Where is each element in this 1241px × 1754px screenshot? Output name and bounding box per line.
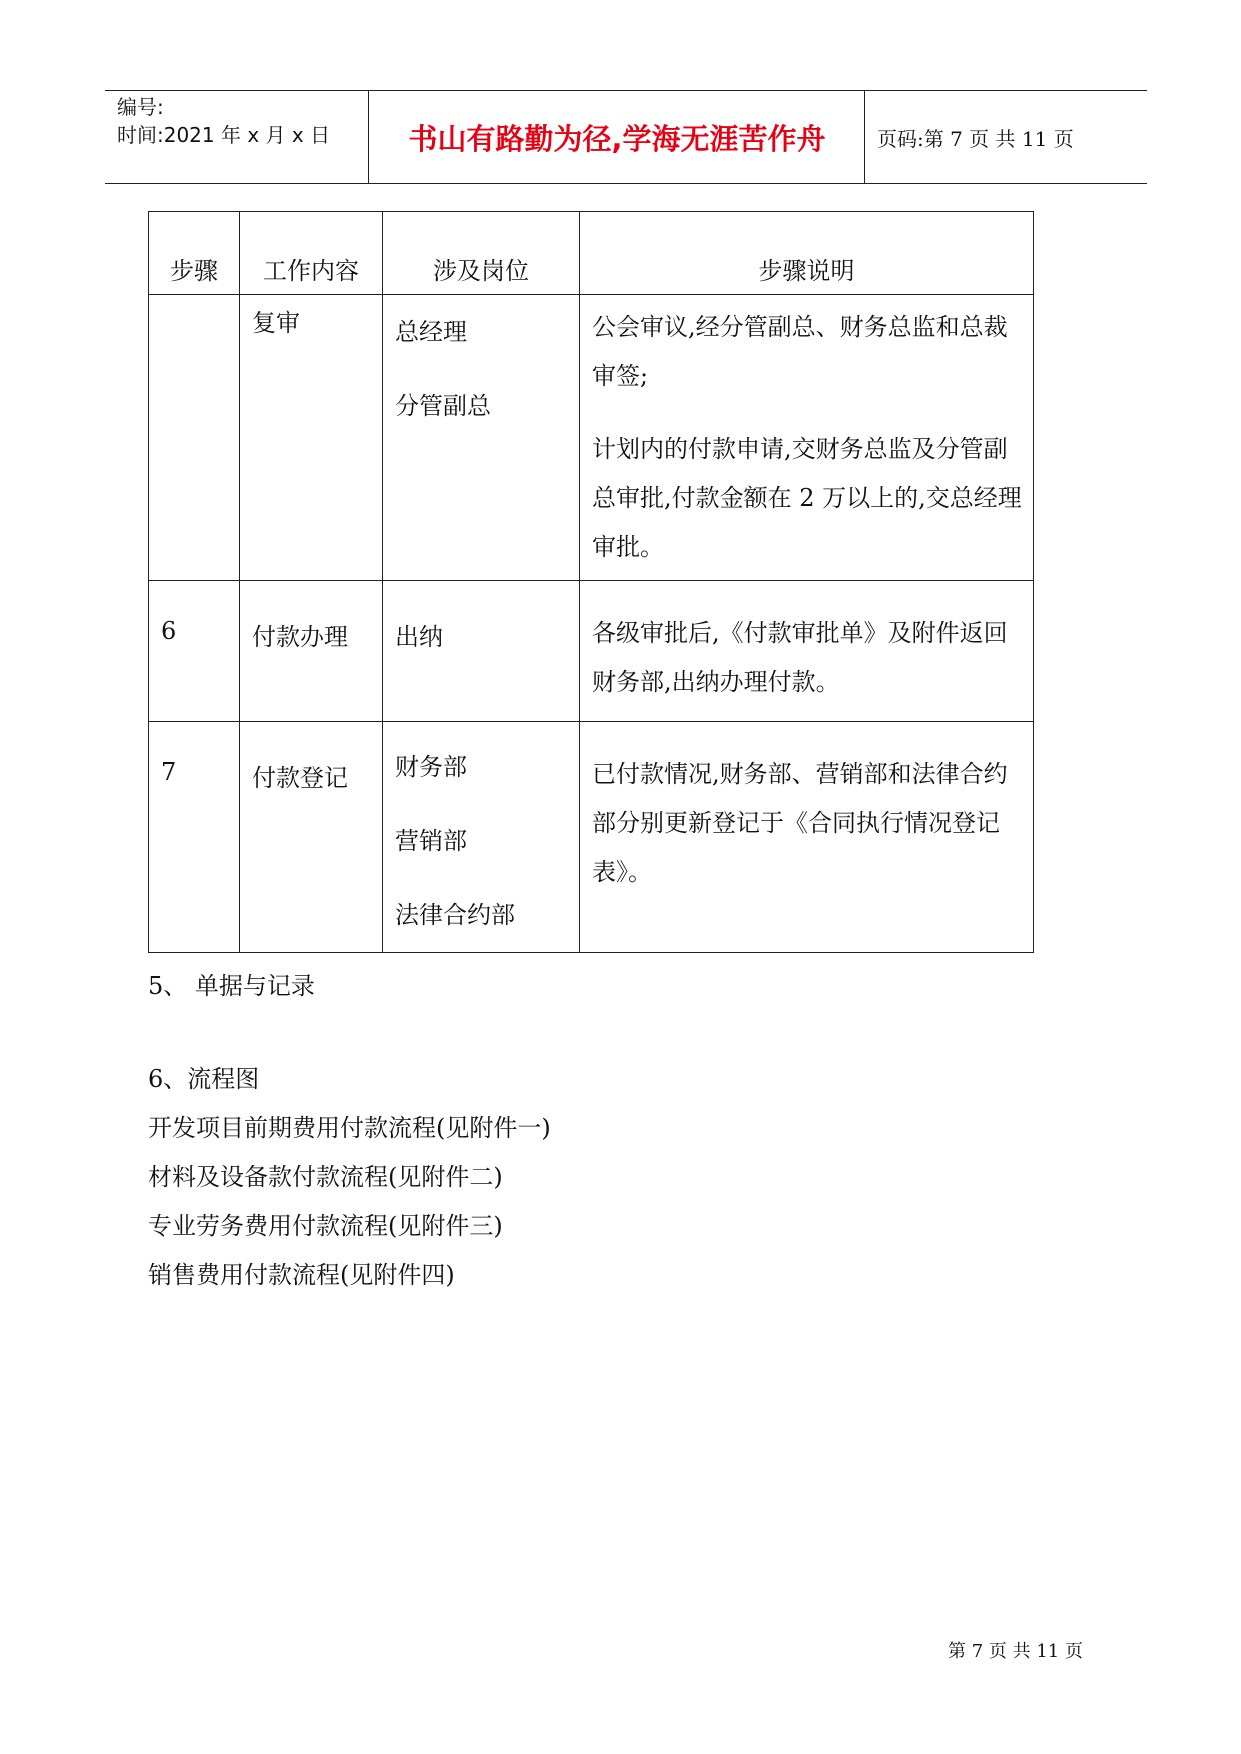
flowchart-item: 专业劳务费用付款流程(见附件三) [148, 1212, 503, 1240]
section-6-heading: 6、流程图 [148, 1065, 260, 1093]
roles-cell [383, 295, 580, 581]
header-motto: 书山有路勤为径,学海无涯苦作舟 [370, 91, 865, 183]
desc-cell [580, 295, 1034, 581]
flowchart-item: 开发项目前期费用付款流程(见附件一) [148, 1114, 551, 1142]
col-header-step: 步骤 [149, 212, 240, 295]
role-item: 财务部 [395, 753, 467, 781]
role-item: 营销部 [395, 827, 467, 855]
task-cell: 付款办理 [240, 581, 383, 722]
section-5-heading: 5、 单据与记录 [148, 972, 315, 1000]
desc-paragraph: 公会审议,经分管副总、财务总监和总裁审签; [592, 313, 1008, 390]
task-cell: 付款登记 [240, 722, 383, 953]
role-item: 分管副总 [395, 392, 491, 420]
desc-cell [580, 581, 1034, 722]
desc-paragraph: 计划内的付款申请,交财务总监及分管副总审批,付款金额在 2 万以上的,交总经理审批。 [592, 435, 1022, 561]
table-row [149, 722, 1034, 953]
flowchart-item: 销售费用付款流程(见附件四) [148, 1261, 455, 1289]
table-row [149, 295, 1034, 581]
role-item: 出纳 [395, 623, 443, 651]
header-page-number: 页码:第 7 页 共 11 页 [877, 126, 1074, 151]
table-header-row [149, 212, 1034, 295]
col-header-desc: 步骤说明 [580, 212, 1034, 295]
col-header-roles: 涉及岗位 [383, 212, 580, 295]
table-row [149, 581, 1034, 722]
desc-cell [580, 722, 1034, 953]
doc-time-label: 时间:2021 年 x 月 x 日 [117, 123, 331, 147]
doc-number-label: 编号: [117, 95, 164, 119]
step-cell: 6 [149, 581, 240, 722]
col-header-task: 工作内容 [240, 212, 383, 295]
desc-paragraph: 各级审批后,《付款审批单》及附件返回财务部,出纳办理付款。 [592, 619, 1008, 696]
header-meta [105, 91, 369, 183]
step-cell: 7 [149, 722, 240, 953]
flowchart-item: 材料及设备款付款流程(见附件二) [148, 1163, 503, 1191]
role-item: 法律合约部 [395, 901, 515, 929]
roles-cell [383, 722, 580, 953]
procedure-table [148, 211, 1034, 953]
page-footer: 第 7 页 共 11 页 [948, 1641, 1083, 1662]
role-item: 总经理 [395, 318, 467, 346]
task-cell: 复审 [240, 295, 383, 581]
desc-paragraph: 已付款情况,财务部、营销部和法律合约部分别更新登记于《合同执行情况登记表》。 [592, 760, 1008, 886]
roles-cell [383, 581, 580, 722]
step-cell [149, 295, 240, 581]
page-header [105, 90, 1147, 184]
